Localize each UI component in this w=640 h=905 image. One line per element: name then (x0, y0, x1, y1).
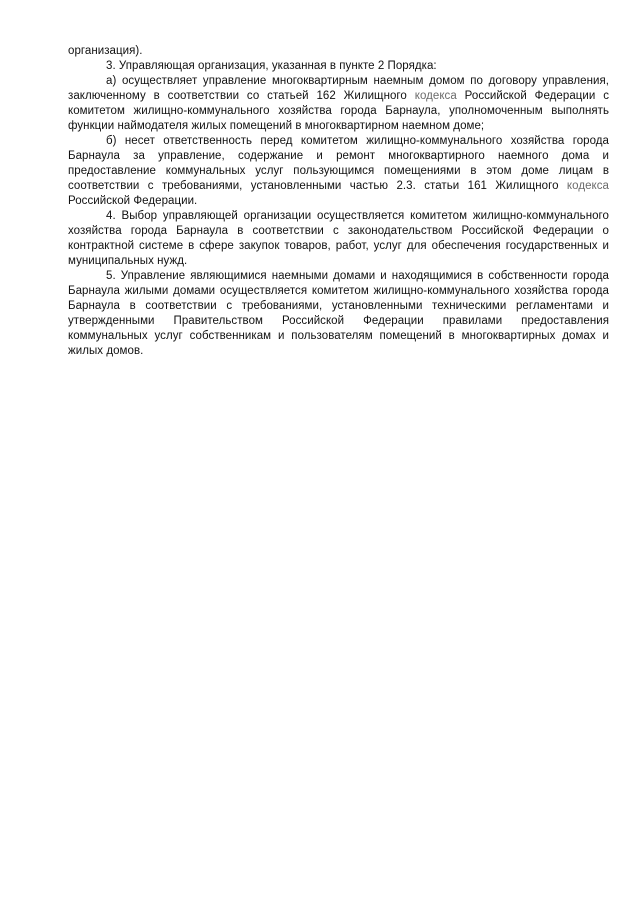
paragraph-3a (68, 74, 609, 134)
paragraph-text: а) осуществляет управление многоквартирным наемным домом по договору управления, заключенному в соответствии со статьей 162 Жилищного (68, 75, 609, 102)
paragraph-text: организация). (68, 45, 143, 57)
paragraph-text: б) несет ответственность перед комитетом жилищно-коммунального хозяйства города Барнаула за управление, содержание и ремонт многоквартирного наемного дома и предоставление коммунальных услуг пользующимся помещениями в этом доме лицам в соответствии с требованиями, установленными частью 2.3. статьи 161 Жилищного (68, 135, 609, 192)
paragraph-text: Российской Федерации. (68, 195, 198, 207)
code-link[interactable]: кодекса (414, 90, 457, 102)
paragraph-text: Российской Федерации с комитетом жилищно-коммунального хозяйства города Барнаула, уполномоченным выполнять функции наймодателя жилых помещений в многоквартирном наемном доме; (68, 90, 610, 132)
paragraph-5 (68, 269, 609, 359)
document-page (68, 44, 609, 359)
paragraph-text: 4. Выбор управляющей организации осуществляется комитетом жилищно-коммунального хозяйства города Барнаула в соответствии с законодательством Российской Федерации о контрактной системе в сфере закупок товаров, работ, услуг для обеспечения государственных и муниципальных нужд. (68, 210, 609, 267)
paragraph-text: 5. Управление являющимися наемными домами и находящимися в собственности города Барнаула жилыми домами осуществляется комитетом жилищно-коммунального хозяйства города Барнаула в соответствии с требованиями, установленными техническими регламентами и утвержденными Правительством Российской Федерации правилами предоставления коммунальных услуг собственникам и пользователям помещений в многоквартирных домах и жилых домов. (68, 270, 609, 357)
paragraph-continuation (68, 44, 609, 59)
paragraph-text: 3. Управляющая организация, указанная в пункте 2 Порядка: (106, 60, 437, 72)
paragraph-4 (68, 209, 609, 269)
paragraph-3-heading (68, 59, 609, 74)
code-link[interactable]: кодекса (566, 180, 609, 192)
paragraph-3b (68, 134, 609, 209)
